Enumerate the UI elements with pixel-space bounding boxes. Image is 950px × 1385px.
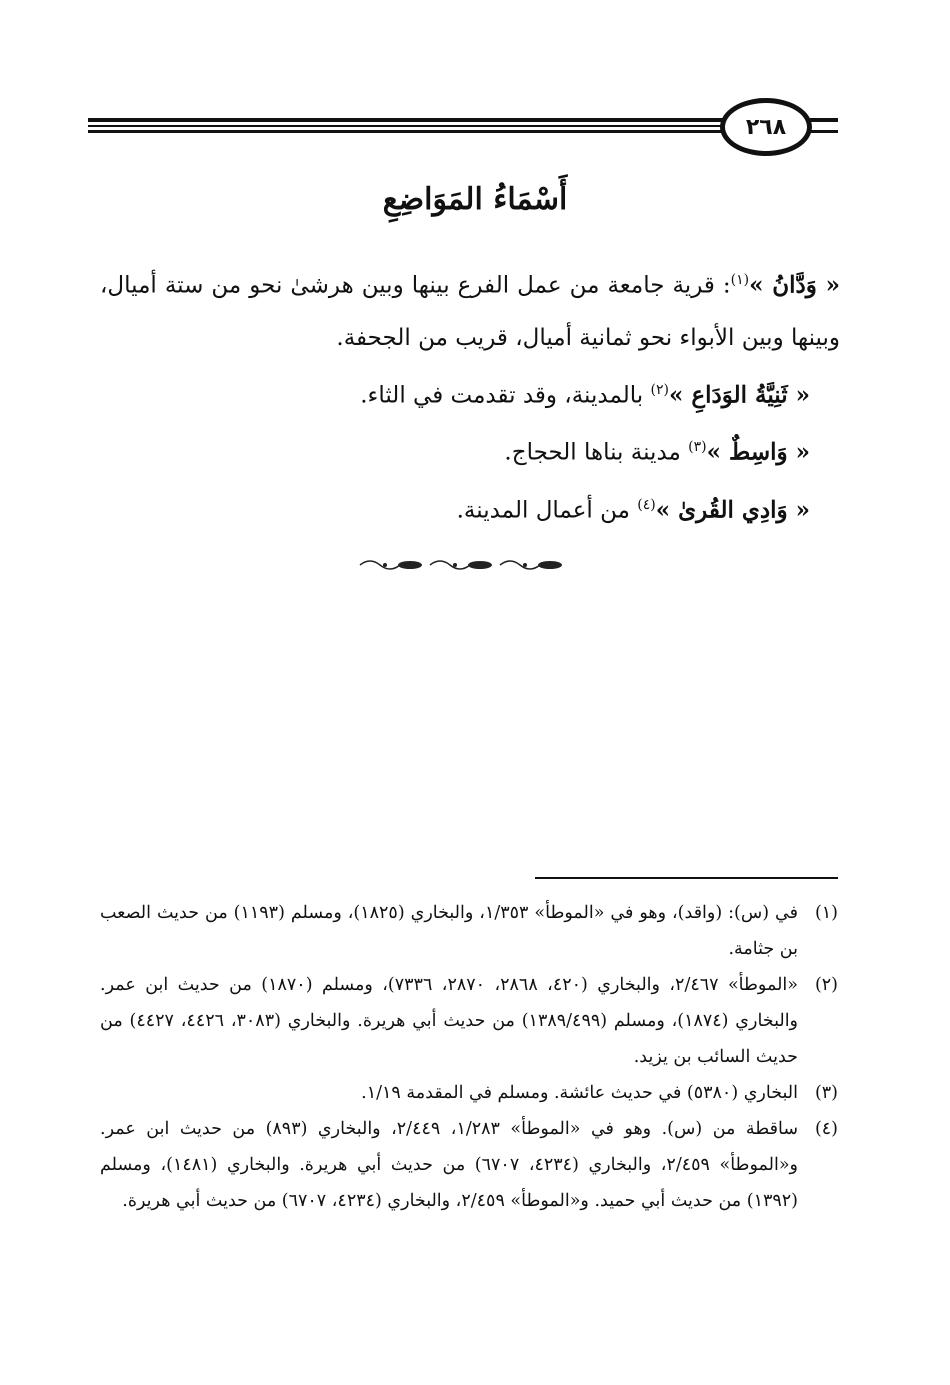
entry	[100, 364, 840, 422]
footnote-number: (٣)	[814, 1083, 838, 1103]
page-title: أَسْمَاءُ المَوَاضِعِ	[382, 182, 568, 217]
footnote-text: في (س): (واقد)، وهو في «الموطأ» ١/٣٥٣، والبخاري (١٨٢٥)، ومسلم (١١٩٣) من حديث الصعب بن جثامة.	[100, 903, 798, 959]
page-number-badge	[720, 98, 812, 156]
entry-text: : قرية جامعة من عمل الفرع بينها وبين هرشىٰ نحو من ستة أميال، وبينها وبين الأبواء نحو ثمانية أميال، قريب من الجحفة.	[100, 272, 840, 351]
entry-term: « وَادِي القُرىٰ »	[655, 496, 810, 524]
main-text	[100, 254, 840, 537]
footnote	[100, 1111, 838, 1219]
footnote-number: (١)	[814, 903, 838, 923]
entry-term: « ثَنِيَّةُ الوَدَاعِ »	[668, 381, 810, 409]
footnote-text: ساقطة من (س). وهو في «الموطأ» ١/٢٨٣، ٢/٤٤٩، والبخاري (٨٩٣) من حديث ابن عمر. و«الموطأ» ٢/٤٥٩، والبخاري (٤٢٣٤، ٦٧٠٧) من حديث أبي هريرة. والبخاري (١٤٨١)، ومسلم (١٣٩٢) من حديث أبي حميد. و«الموطأ» ٢/٤٥٩، والبخاري (٤٢٣٤، ٦٧٠٧) من حديث أبي هريرة.	[100, 1119, 798, 1211]
header-rule	[88, 130, 728, 133]
entry	[100, 421, 840, 479]
ornament-divider	[355, 555, 575, 575]
footnote-number: (٢)	[814, 975, 838, 995]
footnote	[100, 967, 838, 1075]
entry-text: بالمدينة، وقد تقدمت في الثاء.	[360, 382, 651, 409]
entry-text: مدينة بناها الحجاج.	[504, 439, 689, 466]
footnotes	[100, 895, 838, 1219]
footnote	[100, 1075, 838, 1111]
page-header	[88, 98, 838, 158]
footnote	[100, 895, 838, 967]
header-rule	[88, 125, 728, 127]
entry	[100, 479, 840, 537]
footnote-text: البخاري (٥٣٨٠) في حديث عائشة. ومسلم في المقدمة ١/١٩.	[361, 1083, 798, 1103]
entry-term: « وَدَّانُ »	[749, 271, 840, 299]
footnote-ref: (١)	[730, 272, 750, 288]
footnote-ref: (٣)	[688, 439, 707, 456]
header-rule	[810, 118, 838, 122]
footnote-ref: (٤)	[637, 496, 656, 513]
page-number: ٢٦٨	[745, 114, 787, 140]
footnote-number: (٤)	[814, 1119, 838, 1139]
entry-text: من أعمال المدينة.	[456, 497, 638, 524]
footnote-text: «الموطأ» ٢/٤٦٧، والبخاري (٤٢٠، ٢٨٦٨، ٢٨٧٠، ٧٣٣٦)، ومسلم (١٨٧٠) من حديث ابن عمر. والبخاري (١٨٧٤)، ومسلم (١٣٨٩/٤٩٩) من حديث أبي هريرة. والبخاري (٣٠٨٣، ٤٤٢٦، ٤٤٢٧) من حديث السائب بن يزيد.	[100, 975, 799, 1067]
header-rule	[88, 118, 728, 122]
footnote-ref: (٢)	[650, 381, 669, 398]
entry	[100, 254, 840, 364]
footnote-separator	[535, 877, 838, 879]
header-rule	[810, 130, 838, 133]
entry-term: « وَاسِطٌ »	[706, 438, 810, 466]
